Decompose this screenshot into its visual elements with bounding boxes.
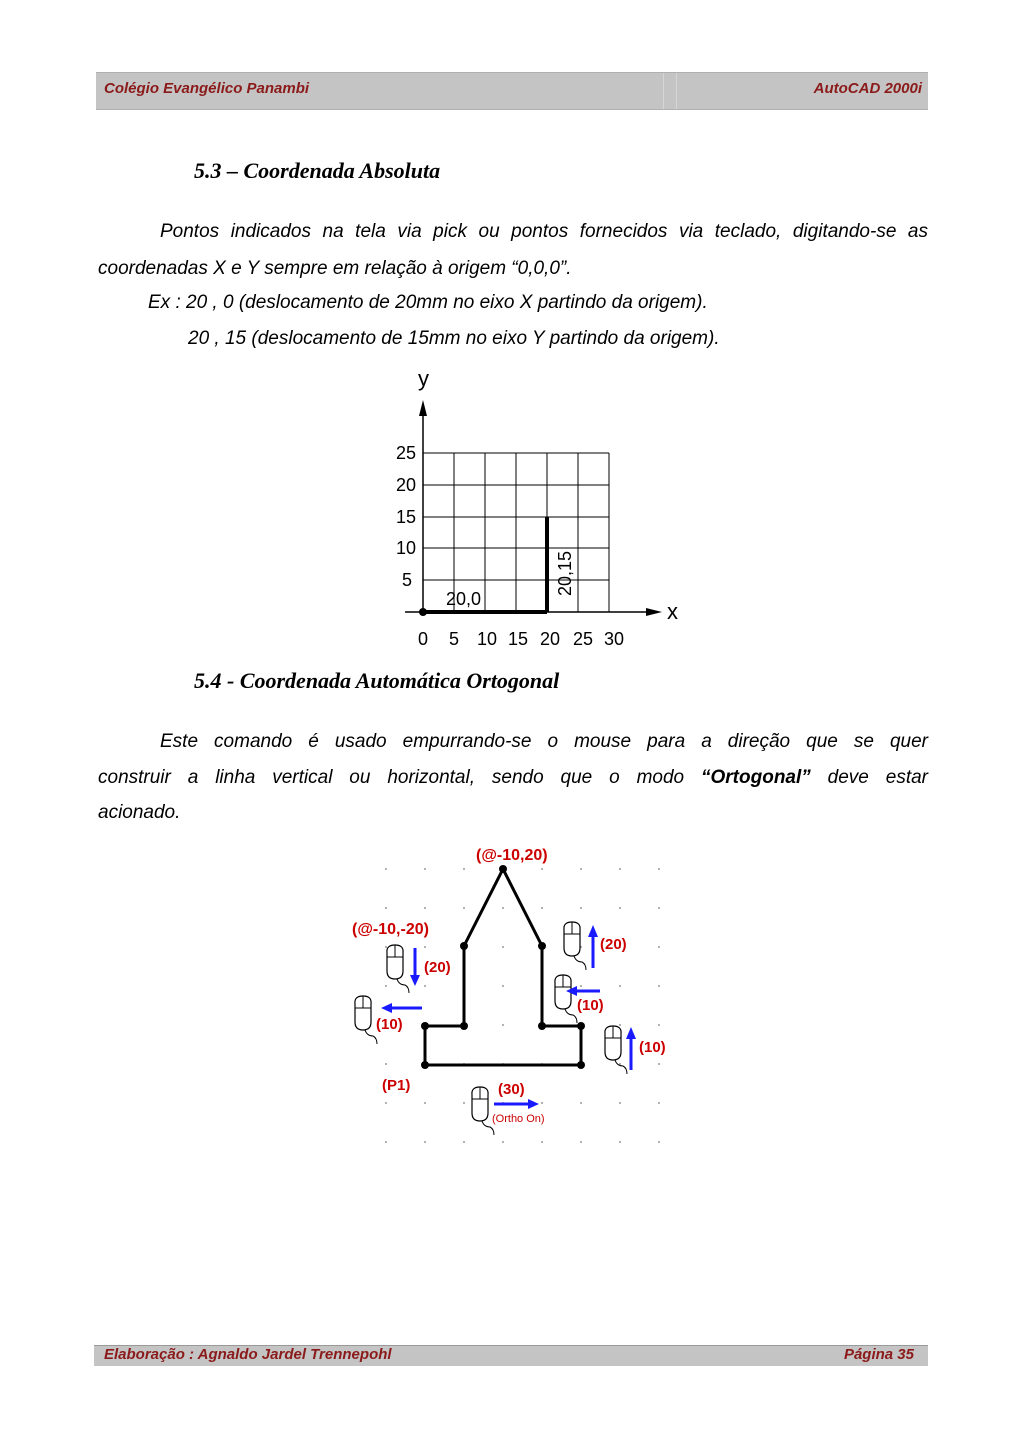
- x-tick-label: 30: [603, 629, 625, 649]
- grid-dot: [658, 868, 660, 870]
- grid-dot: [580, 907, 582, 909]
- grid-dot: [385, 1063, 387, 1065]
- x-tick-label: 15: [507, 629, 529, 649]
- label-top-point: (@-10,20): [476, 847, 548, 864]
- grid-dot: [385, 868, 387, 870]
- mouse-icon: [355, 996, 377, 1044]
- label-left-shoulder: (@-10,-20): [352, 921, 429, 938]
- mouse-icon: [472, 1087, 494, 1135]
- x-tick-label: 5: [448, 629, 460, 649]
- x-tick-label: 25: [572, 629, 594, 649]
- grid-dot: [619, 1102, 621, 1104]
- label-p1: (P1): [382, 1077, 411, 1094]
- grid-dot: [580, 985, 582, 987]
- grid-dot: [619, 868, 621, 870]
- paragraph-line: acionado.: [98, 802, 181, 823]
- label-10-right-low: (10): [639, 1039, 666, 1056]
- grid-dot: [619, 1141, 621, 1143]
- header-school: Colégio Evangélico Panambi: [104, 80, 310, 97]
- mouse-icon: [555, 975, 577, 1023]
- header-divider: [676, 73, 677, 109]
- label-30: (30): [498, 1081, 525, 1098]
- paragraph-line: coordenadas X e Y sempre em relação à origem “0,0,0”.: [98, 258, 572, 279]
- grid-dot: [385, 1141, 387, 1143]
- paragraph-text: construir a linha vertical ou horizontal, sendo que o modo: [98, 767, 701, 788]
- footer-author: Elaboração : Agnaldo Jardel Trennepohl: [104, 1346, 392, 1363]
- y-axis-label: y: [418, 366, 429, 391]
- grid-dot: [424, 868, 426, 870]
- label-20-right: (20): [600, 936, 627, 953]
- section-title-5-4: 5.4 - Coordenada Automática Ortogonal: [194, 668, 560, 693]
- grid-dot: [463, 1141, 465, 1143]
- example-line-2: 20 , 15 (deslocamento de 15mm no eixo Y partindo da origem).: [188, 328, 720, 349]
- label-20-left: (20): [424, 959, 451, 976]
- paragraph-line: Este comando é usado empurrando-se o mouse para a direção que se quer: [160, 731, 928, 752]
- grid-dot: [424, 1102, 426, 1104]
- grid-dot: [424, 1141, 426, 1143]
- example-line-1: Ex : 20 , 0 (deslocamento de 20mm no eixo X partindo da origem).: [148, 292, 708, 313]
- grid-dot: [385, 985, 387, 987]
- grid-dot: [658, 985, 660, 987]
- header-divider: [663, 73, 664, 109]
- grid-dot: [619, 907, 621, 909]
- point-label-20-0: 20,0: [446, 589, 482, 609]
- grid-dot: [502, 946, 504, 948]
- point-label-20-15: 20,15: [555, 550, 575, 596]
- grid-dot: [658, 946, 660, 948]
- grid-dot: [541, 907, 543, 909]
- grid-dot: [541, 1141, 543, 1143]
- label-ortho-on: (Ortho On): [492, 1113, 545, 1125]
- x-tick-label: 0: [417, 629, 429, 649]
- label-10-left: (10): [376, 1016, 403, 1033]
- paragraph-text: deve estar: [810, 767, 928, 788]
- y-tick-label: 10: [395, 538, 416, 558]
- grid-dot: [580, 868, 582, 870]
- x-tick-label: 20: [539, 629, 561, 649]
- grid-dot: [580, 1102, 582, 1104]
- grid-dot: [463, 907, 465, 909]
- mouse-icon: [564, 922, 586, 970]
- mouse-icon: [605, 1026, 627, 1074]
- ortho-drawing-figure: [340, 835, 690, 1155]
- grid-dot: [424, 985, 426, 987]
- grid-dot: [385, 946, 387, 948]
- grid-dot: [502, 1024, 504, 1026]
- grid-dot: [502, 907, 504, 909]
- x-tick-label: 10: [476, 629, 498, 649]
- label-10-right-mid: (10): [577, 997, 604, 1014]
- section-title-5-3: 5.3 – Coordenada Absoluta: [194, 158, 441, 183]
- grid-dot: [658, 1141, 660, 1143]
- grid-dot: [619, 1063, 621, 1065]
- grid-dot: [658, 1024, 660, 1026]
- x-axis-label: x: [667, 599, 678, 624]
- y-tick-label: 25: [395, 443, 416, 463]
- grid-dot: [541, 868, 543, 870]
- ortogonal-bold: “Ortogonal”: [701, 767, 811, 788]
- grid-dot: [463, 1102, 465, 1104]
- grid-dot: [619, 985, 621, 987]
- y-tick-label: 20: [395, 475, 416, 495]
- grid-dot: [541, 1102, 543, 1104]
- grid-dot: [385, 1102, 387, 1104]
- grid-dot: [502, 1141, 504, 1143]
- y-tick-label: 5: [401, 570, 412, 590]
- grid-dot: [619, 1024, 621, 1026]
- grid-dot: [580, 1141, 582, 1143]
- paragraph-line: [98, 760, 928, 796]
- header-software: AutoCAD 2000i: [813, 80, 922, 97]
- grid-dot: [658, 1063, 660, 1065]
- grid-dot: [424, 946, 426, 948]
- grid-dot: [463, 868, 465, 870]
- grid-dot: [658, 907, 660, 909]
- y-tick-label: 15: [395, 507, 416, 527]
- footer-page-number: Página 35: [843, 1346, 914, 1363]
- grid-dot: [502, 985, 504, 987]
- paragraph-line: Pontos indicados na tela via pick ou pontos fornecidos via teclado, digitando-se as: [160, 221, 928, 242]
- coordinate-grid-figure: [380, 365, 690, 655]
- mouse-icon: [387, 945, 409, 993]
- grid-dot: [658, 1102, 660, 1104]
- grid-dot: [385, 907, 387, 909]
- grid-dot: [424, 907, 426, 909]
